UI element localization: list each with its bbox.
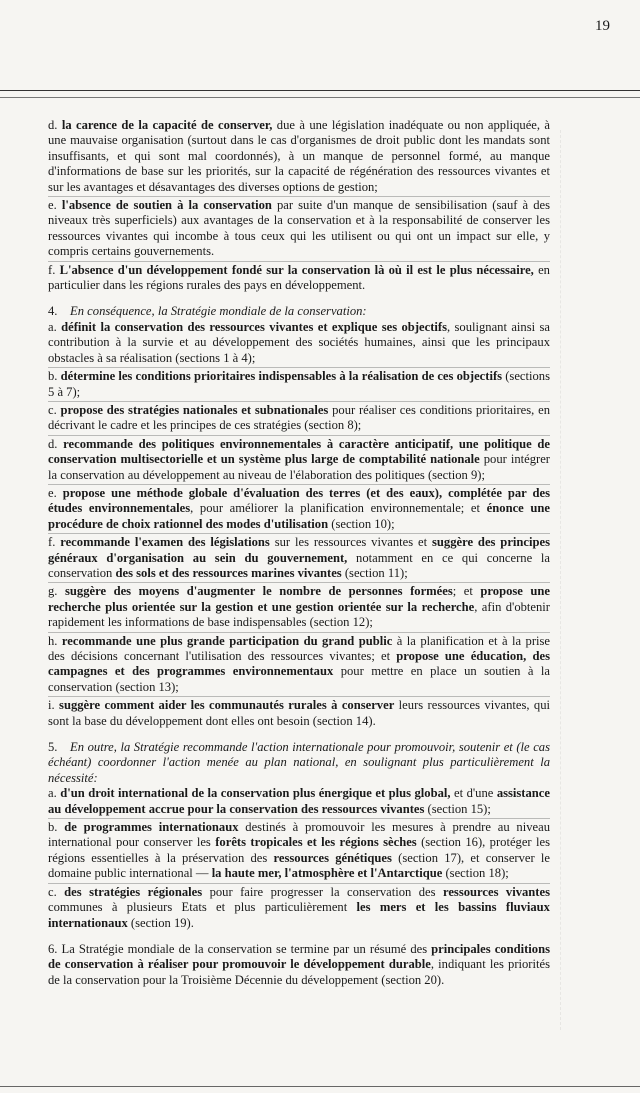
list-item [48,698,550,729]
list-item-marker: a. [48,786,61,801]
list-item-marker: d. [48,118,62,132]
body-text: La Stratégie mondiale de la conservation se termine par un résumé des [61,941,432,956]
list-item-marker: g. [48,584,65,599]
emphasis-text: L'absence d'un développement fondé sur la conservation là où il est le plus nécessaire, [59,262,534,277]
show-through-texture [560,130,631,1030]
emphasis-text: de programmes internationaux [64,820,239,835]
body-text: pour réaliser ces conditions prioritaires, en décrivant le cadre et les principes de ces stratégies (section 8); [48,402,550,433]
emphasis-text: propose une recherche plus orientée sur la gestion et une gestion orientée sur la recherche [48,584,550,614]
body-text: pour faire progresser la conservation des [202,884,443,899]
emphasis-text: d'un droit international de la conservation plus énergique et plus global, [60,786,451,801]
emphasis-text: la haute mer, l'atmosphère et l'Antarctique [211,866,443,881]
item-separator [48,367,550,368]
list-item [48,263,550,294]
list-item [48,369,550,400]
emphasis-text: recommande une plus grande participation du grand public [61,633,393,648]
list-item-marker: e. [48,485,63,500]
emphasis-text: énonce une procédure de choix rationnel des modes d'utilisation [48,501,550,531]
emphasis-text: propose une éducation, des campagnes et des programmes environnementaux [48,649,550,679]
body-text: (section 11); [341,565,408,580]
list-item-marker: 6. [48,941,62,956]
section-number: 5. [48,740,71,755]
list-item [48,820,550,882]
list-item [48,486,550,532]
body-text: leurs ressources vivantes, qui sont la base du développement dont elles ont besoin (section 14). [48,698,550,728]
emphasis-text: les mers et les bassins fluviaux internationaux [48,900,550,930]
list-item-marker: f. [48,535,61,550]
item-separator [48,196,550,197]
list-item [48,437,550,483]
body-text: sur les ressources vivantes et [269,535,433,550]
list-item [48,584,550,630]
section-gap [48,293,550,304]
body-text: (section 17), et conserver le domaine public international — [48,850,550,881]
list-item-marker: i. [48,698,60,713]
list-item [48,320,550,366]
list-item-marker: b. [48,820,65,835]
item-separator [48,484,550,485]
body-text: destinés à promouvoir les mesures à prendre au niveau international pour conserver les [48,820,550,850]
header-rule-secondary [0,97,640,98]
list-item-marker: d. [48,436,64,451]
list-item [48,403,550,434]
body-text: (sections 5 à 7); [48,369,550,399]
emphasis-text: ressources vivantes [442,884,550,899]
list-item [48,535,550,581]
emphasis-text: assistance au développement accrue pour la conservation des ressources vivantes [48,786,550,816]
item-separator [48,533,550,534]
list-item-marker: h. [48,633,62,648]
list-item-marker: c. [48,402,61,417]
body-text: ; et [452,584,481,599]
body-text: pour intégrer la conservation au développement au niveau de l'élaboration des politiques (section 9); [48,452,550,482]
body-text: en particulier dans les régions rurales des pays en développement. [48,262,550,293]
item-separator [48,261,550,262]
body-text: , afin d'obtenir rapidement les informations de base indispensables (section 12); [48,599,550,630]
list-item-marker: e. [48,198,62,213]
body-text: (section 16), protéger les régions essentielles à la préservation des [48,835,551,865]
body-text: (section 15); [424,801,491,816]
item-separator [48,401,550,402]
section-intro-text: En outre, la Stratégie recommande l'action internationale pour promouvoir, soutenir et (le cas échéant) coordonner l'action menée au plan national, en soulignant plus particulièrement la nécessité: [48,740,550,785]
section-intro [48,304,550,319]
item-separator [48,632,550,633]
emphasis-text: suggère comment aider les communautés rurales à conserver [59,698,395,713]
body-text: (section 10); [328,516,395,531]
emphasis-text: propose des stratégies nationales et subnationales [60,402,329,417]
list-item-marker: c. [48,884,65,899]
emphasis-text: recommande l'examen des législations [60,535,270,550]
list-item [48,942,550,988]
emphasis-text: principales conditions de conservation à réaliser pour promouvoir le développement durable [48,941,550,972]
section-number: 4. [48,304,71,319]
item-separator [48,883,550,884]
emphasis-text: propose une méthode globale d'évaluation des terres (et des eaux), complétée par des études environnementales [48,485,550,516]
emphasis-text: forêts tropicales et les régions sèches [215,835,417,850]
emphasis-text: des sols et des ressources marines vivantes [115,565,342,580]
emphasis-text: ressources génétiques [273,850,392,865]
footer-rule [0,1086,640,1087]
header-rule [0,90,640,91]
body-text: due à une législation inadéquate ou non appliquée, à une mauvaise organisation (surtout dans le cas d'organismes de droit public dont les mandats sont insuffisants, et qui sont mal coordonnés), à un manque de personnel formé, au manque d'informations de base sur les priorités, sur la capacité de régénération des ressources vivantes et sur les avantages et désavantages des diverses options de gestion; [48,118,550,194]
emphasis-text: recommande des politiques environnementales à caractère anticipatif, une politique de conservation multisectorielle et un système plus large de comptabilité nationale [48,436,551,467]
body-text: , pour améliorer la planification environnementale; et [190,501,487,516]
list-item-marker: b. [48,369,61,384]
item-separator [48,582,550,583]
item-separator [48,696,550,697]
list-item [48,118,550,195]
page-number: 19 [595,18,610,34]
section-gap [48,931,550,942]
body-text: à la planification et à la prise des décisions concernant l'utilisation des ressources vivantes; et [48,633,551,663]
emphasis-text: suggère des principes généraux d'organisation au sein du gouvernement, [48,535,550,565]
body-text: (section 19). [127,915,194,930]
list-item-marker: a. [48,319,62,334]
body-text: communes à plusieurs Etats et plus particulièrement [48,900,357,915]
body-text: et d'une [450,786,497,801]
emphasis-text: suggère des moyens d'augmenter le nombre de personnes formées [65,584,453,599]
item-separator [48,435,550,436]
emphasis-text: définit la conservation des ressources vivantes et explique ses objectifs [61,319,447,334]
list-item [48,198,550,260]
document-body [48,118,550,988]
body-text: , indiquant les priorités de la conservation pour la Troisième Décennie du développement (section 20). [48,957,550,987]
body-text: notamment en ce qui concerne la conservation [48,550,550,580]
body-text: par suite d'un manque de sensibilisation (sauf à des niveaux très superficiels) aux avantages de la conservation et à la responsabilité de conserver les ressources vivantes qui incombe à tous ceux qui les utilisent ou qui ont un impact sur elle, y compris certains gouvernements. [48,198,551,259]
list-item-marker: f. [48,262,60,277]
body-text: , soulignant ainsi sa contribution à la survie et au développement des sociétés humaines, ainsi que les principaux obstacles à sa réalisation (sections 1 à 4); [48,319,550,365]
emphasis-text: l'absence de soutien à la conservation [61,198,272,213]
emphasis-text: détermine les conditions prioritaires indispensables à la réalisation de ces objectifs [60,369,503,384]
emphasis-text: la carence de la capacité de conserver, [61,118,273,132]
item-separator [48,818,550,819]
body-text: pour mettre en place un soutien à la conservation (section 13); [48,664,551,694]
section-intro [48,740,550,786]
section-intro-text: En conséquence, la Stratégie mondiale de la conservation: [70,304,367,319]
list-item [48,786,550,817]
emphasis-text: des stratégies régionales [64,884,203,899]
section-gap [48,729,550,740]
list-item [48,634,550,696]
list-item [48,885,550,931]
body-text: (section 18); [442,866,509,881]
